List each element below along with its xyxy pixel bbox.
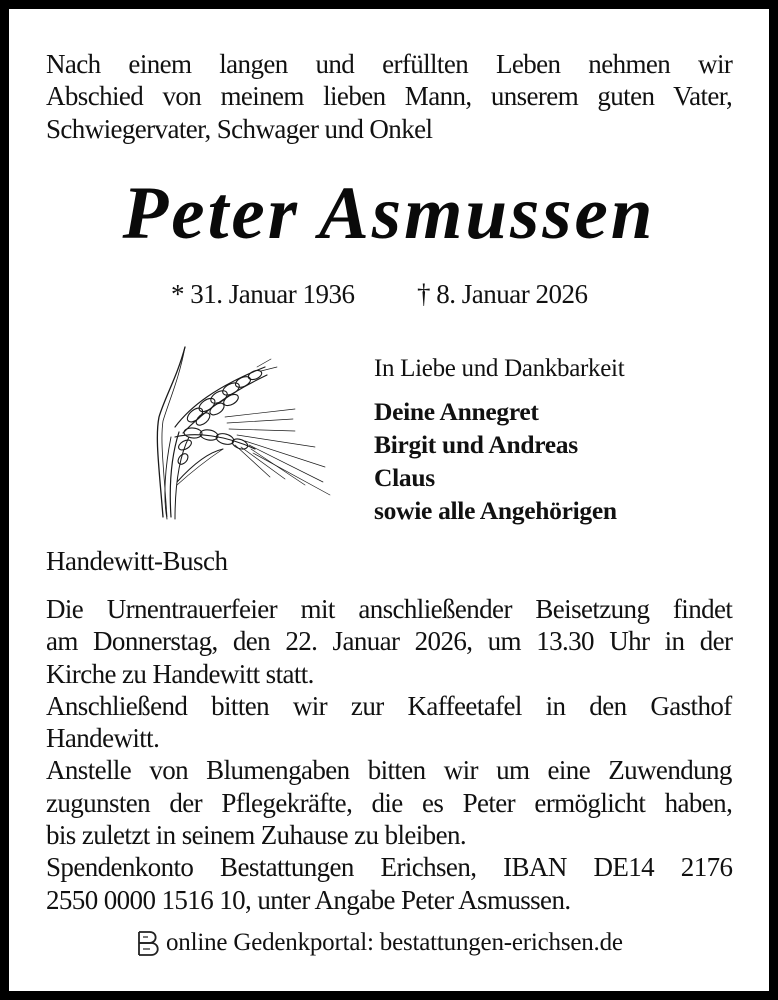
closing-phrase: In Liebe und Dankbarkeit	[374, 355, 625, 382]
details-line: bis zuletzt in seinem Zuhause zu bleiben.	[46, 820, 467, 851]
place-name: Handewitt-Busch	[46, 546, 228, 576]
details-line: 2550 0000 1516 10, unter Angabe Peter Asmussen.	[46, 884, 571, 915]
details-line: Spendenkonto Bestattungen Erichsen, IBAN DE14 2176	[46, 852, 733, 883]
birth-date: * 31. Januar 1936	[171, 279, 355, 309]
intro-paragraph	[46, 48, 732, 145]
mourner: Claus	[374, 463, 435, 492]
ceremony-details	[46, 593, 732, 916]
details-line: am Donnerstag, den 22. Januar 2026, um 13.30 Uhr in der	[46, 626, 733, 657]
details-line: Die Urnentrauerfeier mit anschließender Beisetzung findet	[46, 594, 733, 624]
details-line: Kirche zu Handewitt statt.	[46, 658, 314, 689]
intro-line: Nach einem langen und erfüllten Leben nehmen wir	[46, 49, 733, 79]
mourner: sowie alle Angehörigen	[374, 496, 617, 525]
mourner: Deine Annegret	[374, 397, 539, 426]
obituary-notice	[9, 9, 769, 991]
mourners-list	[374, 395, 624, 527]
details-line: Handewitt.	[46, 723, 160, 754]
deceased-name: Peter Asmussen	[122, 172, 656, 255]
intro-line: Schwiegervater, Schwager und Onkel	[46, 113, 433, 144]
footer-text: online Gedenkportal: bestattungen-erichsen.de	[166, 929, 623, 956]
details-line: Anschließend bitten wir zur Kaffeetafel in den Gasthof	[46, 690, 732, 721]
mourner: Birgit und Andreas	[374, 430, 578, 459]
details-line: zugunsten der Pflegekräfte, die es Peter ermöglicht haben,	[46, 787, 733, 818]
death-date: † 8. Januar 2026	[417, 279, 588, 309]
details-line: Anstelle von Blumengaben bitten wir um eine Zuwendung	[46, 755, 732, 786]
eb-logo-icon	[136, 930, 162, 957]
wheat-ears-icon	[145, 337, 335, 527]
signature-block	[374, 352, 624, 527]
memorial-portal-footer	[136, 927, 623, 959]
intro-line: Abschied von meinem lieben Mann, unserem guten Vater,	[46, 81, 733, 112]
